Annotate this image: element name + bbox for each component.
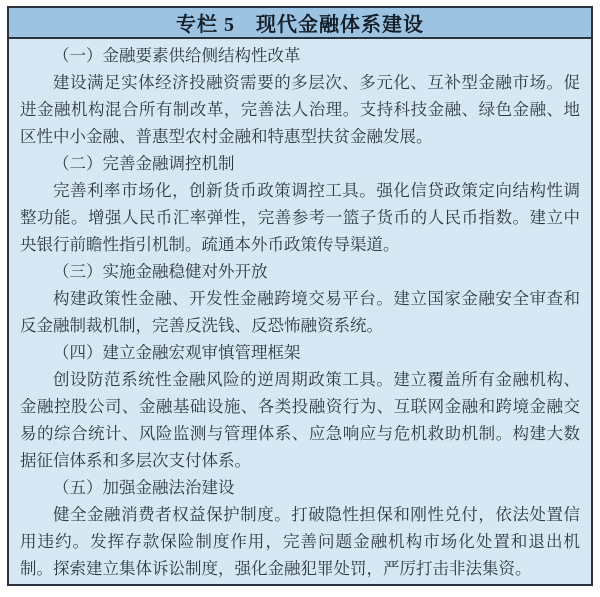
section-2 bbox=[20, 150, 580, 258]
section-5-paragraph: 健全金融消费者权益保护制度。打破隐性担保和刚性兑付，依法处置信用违约。发挥存款保险制度作用，完善问题金融机构市场化处置和退出机制。探索建立集体诉讼制度，强化金融犯罪处罚，严厉打击非法集资。 bbox=[20, 505, 580, 578]
section-4-paragraph: 创设防范系统性金融风险的逆周期政策工具。建立覆盖所有金融机构、金融控股公司、金融基础设施、各类投融资行为、互联网金融和跨境金融交易的综合统计、风险监测与管理体系、应急响应与危机救助机制。构建大数据征信体系和多层次支付体系。 bbox=[20, 370, 580, 470]
section-1-paragraph: 建设满足实体经济投融资需要的多层次、多元化、互补型金融市场。促进金融机构混合所有制改革，完善法人治理。支持科技金融、绿色金融、地区性中小金融、普惠型农村金融和特惠型扶贫金融发展。 bbox=[20, 73, 580, 146]
section-3-heading: （三）实施金融稳健对外开放 bbox=[53, 262, 268, 281]
section-3 bbox=[20, 258, 580, 339]
column-box-panel bbox=[7, 6, 593, 586]
panel-header bbox=[9, 8, 591, 39]
section-5-heading: （五）加强金融法治建设 bbox=[53, 478, 235, 497]
panel-title: 专栏 5 现代金融体系建设 bbox=[176, 14, 424, 36]
section-1 bbox=[20, 42, 580, 150]
panel-body bbox=[9, 39, 591, 586]
section-2-heading: （二）完善金融调控机制 bbox=[53, 154, 235, 173]
section-4 bbox=[20, 339, 580, 474]
section-2-paragraph: 完善利率市场化，创新货币政策调控工具。强化信贷政策定向结构性调整功能。增强人民币汇率弹性，完善参考一篮子货币的人民币指数。建立中央银行前瞻性指引机制。疏通本外币政策传导渠道。 bbox=[20, 181, 580, 254]
section-1-heading: （一）金融要素供给侧结构性改革 bbox=[53, 46, 301, 65]
section-4-heading: （四）建立金融宏观审慎管理框架 bbox=[53, 343, 301, 362]
section-3-paragraph: 构建政策性金融、开发性金融跨境交易平台。建立国家金融安全审查和反金融制裁机制，完善反洗钱、反恐怖融资系统。 bbox=[20, 289, 580, 335]
section-5 bbox=[20, 474, 580, 582]
